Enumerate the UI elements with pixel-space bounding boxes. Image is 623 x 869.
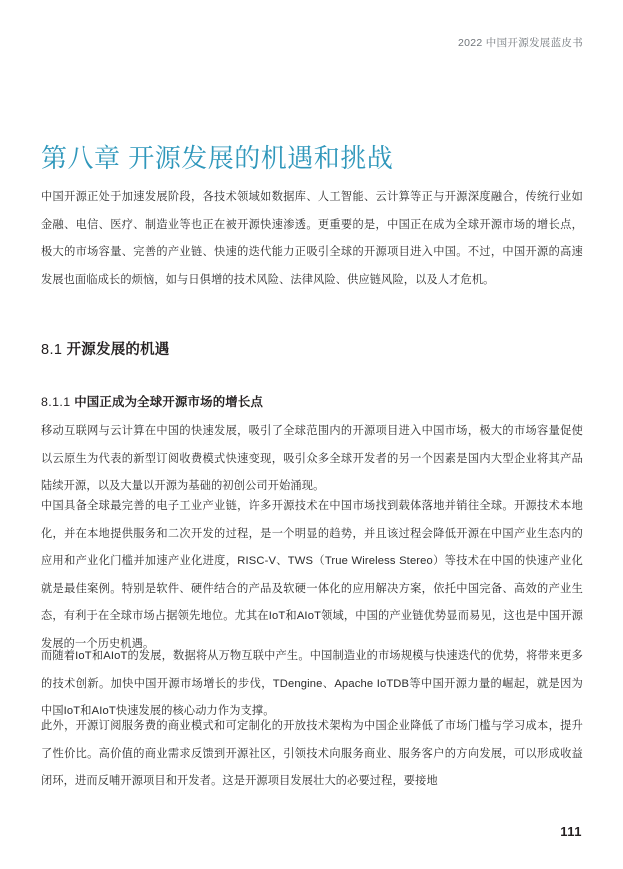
running-header: 2022 中国开源发展蓝皮书 [458,37,583,49]
section-title-8-1-1: 中国正成为全球开源市场的增长点 [74,395,264,409]
section-heading-8-1-1 [41,393,263,411]
section-number-8-1-1: 8.1.1 [41,395,71,409]
paragraph-block-4 [41,713,583,796]
paragraph-block-2 [41,493,583,658]
chapter-title: 第八章 开源发展的机遇和挑战 [41,143,394,174]
body-paragraph: 移动互联网与云计算在中国的快速发展，吸引了全球范围内的开源项目进入中国市场，极大的市场容量促使以云原生为代表的新型订阅收费模式快速变现，吸引众多全球开发者的另一个因素是国内大型企业将其产品陆续开源，以及大量以开源为基础的初创公司开始涌现。 [41,425,583,492]
section-title-8-1: 开源发展的机遇 [66,342,170,358]
body-paragraph: 而随着IoT和AIoT的发展，数据将从万物互联中产生。中国制造业的市场规模与快速迭代的优势，将带来更多的技术创新。加快中国开源市场增长的步伐，TDengine、Apache IoTDB等中国开源力量的崛起，就是因为中国IoT和AIoT快速发展的核心动力作为支撑。 [41,650,583,717]
section-heading-8-1 [41,340,170,360]
page-number: 111 [560,824,582,839]
paragraph-block-1 [41,418,583,501]
chapter-intro-block [41,184,583,294]
chapter-intro-paragraph: 中国开源正处于加速发展阶段，各技术领域如数据库、人工智能、云计算等正与开源深度融合，传统行业如金融、电信、医疗、制造业等也正在被开源快速渗透。更重要的是，中国正在成为全球开源市场的增长点，极大的市场容量、完善的产业链、快速的迭代能力正吸引全球的开源项目进入中国。不过，中国开源的高速发展也面临成长的烦恼，如与日俱增的技术风险、法律风险、供应链风险，以及人才危机。 [41,191,583,286]
body-paragraph: 此外，开源订阅服务费的商业模式和可定制化的开放技术架构为中国企业降低了市场门槛与学习成本，提升了性价比。高价值的商业需求反馈到开源社区，引领技术向服务商业、服务客户的方向发展，可以形成收益闭环，进而反哺开源项目和开发者。这是开源项目发展壮大的必要过程，要接地 [41,720,583,787]
body-paragraph: 中国具备全球最完善的电子工业产业链，许多开源技术在中国市场找到载体落地并销往全球。开源技术本地化，并在本地提供服务和二次开发的过程，是一个明显的趋势，并且该过程会降低开源在中国产业生态内的应用和产业化门槛并加速产业化进度，RISC-V、TWS（True Wireless Stereo）等技术在中国的快速产业化就是最佳案例。特别是软件、硬件结合的产品及软硬一体化的应用解决方案，依托中国完备、高效的产业生态，有利于在全球市场占据领先地位。尤其在IoT和AIoT领域，中国的产业链优势显而易见，这也是中国开源发展的一个历史机遇。 [41,500,583,650]
section-number-8-1: 8.1 [41,342,63,358]
